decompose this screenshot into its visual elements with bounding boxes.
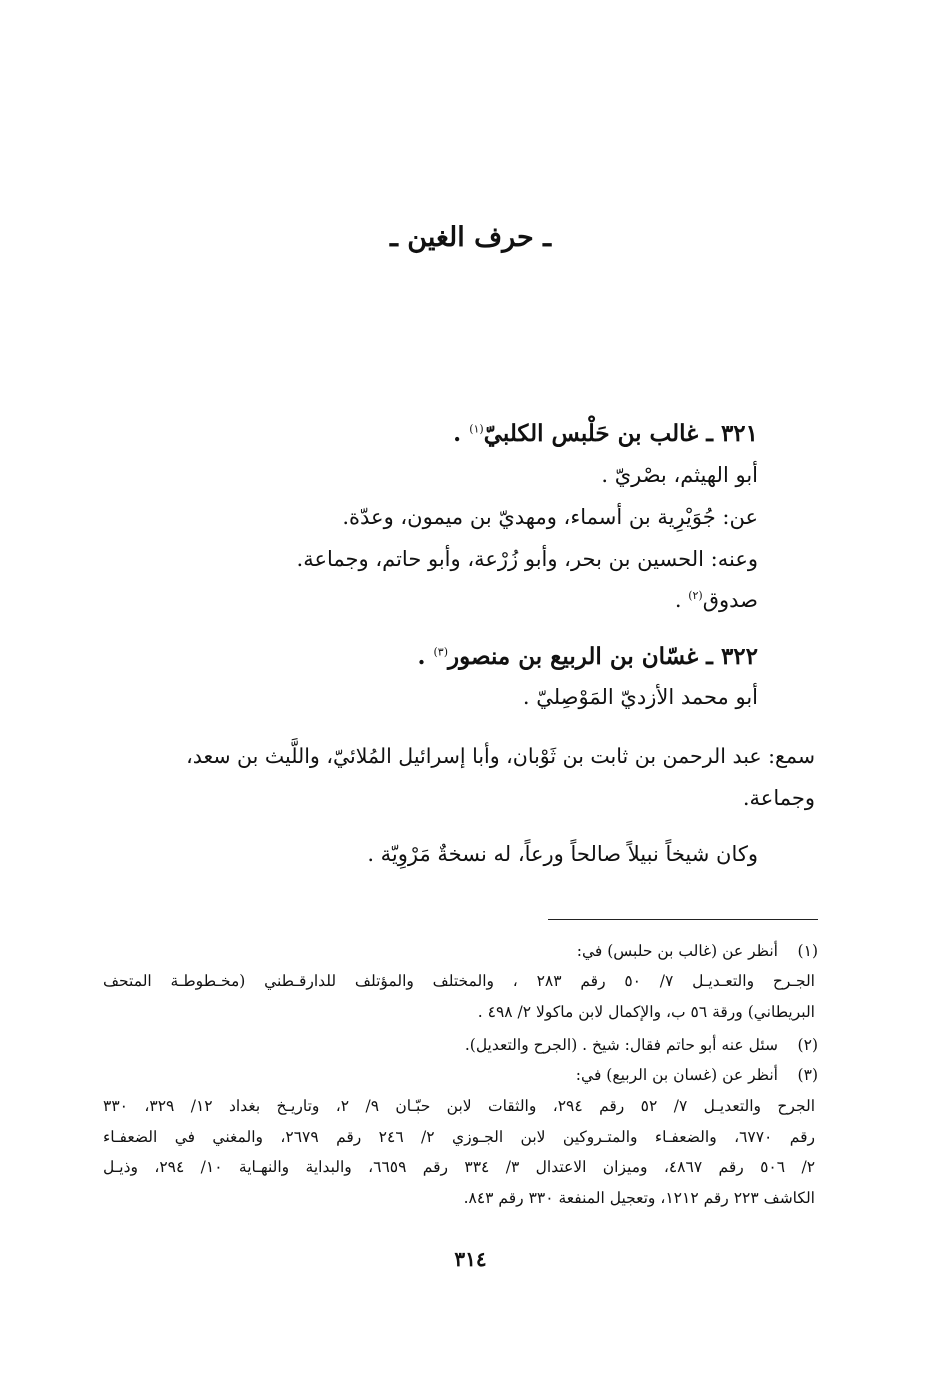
entry-322-heard-from-cont: وجماعة.	[742, 786, 815, 810]
footnote-3-line: الجرح والتعديـل ٧/ ٥٢ رقم ٢٩٤، والثقات لابن حبّـان ٩/ ٢، وتاريـخ بغداد ١٢/ ٣٢٩، ٣٣٠	[103, 1097, 816, 1115]
entry-322-description: وكان شيخاً نبيلاً صالحاً ورعاً، له نسخةٌ مَرْوِيّة .	[367, 842, 758, 866]
footnote-ref-1[interactable]: (١)	[469, 422, 484, 436]
footnote-3-line: أنظر عن (غسان بن الربيع) في:	[575, 1066, 778, 1084]
footnote-2-line: سئل عنه أبو حاتم فقال: شيخ . (الجرح والتعديل).	[464, 1036, 778, 1054]
footnote-3-line: الكاشف ٢٢٣ رقم ١٢١٢، وتعجيل المنفعة ٣٣٠ رقم ٨٤٣.	[463, 1189, 815, 1207]
entry-322-kunya: أبو محمد الأزديّ المَوْصِليّ .	[522, 685, 758, 709]
footnote-1-line: أنظر عن (غالب بن حلبس) في:	[576, 942, 778, 960]
entry-321-grade: صدوق$^{(٢)}$ .	[674, 588, 758, 612]
entry-321-students: وعنه: الحسين بن بحر، وأبو زُرْعة، وأبو حاتم، وجماعة.	[296, 547, 758, 571]
entry-322-heading: ٣٢٢ ـ غسّان بن الربيع بن منصور$^{(٣)}$ .	[417, 643, 758, 670]
section-title: ـ حرف الغين ـ	[389, 222, 552, 253]
footnote-3-line: ٢/ ٥٠٦ رقم ٤٨٦٧، وميزان الاعتدال ٣/ ٣٣٤ رقم ٦٦٥٩، والبداية والنهـاية ١٠/ ٢٩٤، وذيـل	[103, 1158, 816, 1176]
entry-322-name: ٣٢٢ ـ غسّان بن الربيع بن منصور	[448, 643, 758, 670]
footnote-3-line: رقم ٦٧٧٠، والضعفـاء والمتـروكين لابن الجـوزي ٢/ ٢٤٦ رقم ٢٦٧٩، والمغني في الضعفـاء	[103, 1128, 815, 1146]
page-number: ٣١٤	[454, 1247, 487, 1271]
footnote-1-line: الجـرح والتعـديـل ٧/ ٥٠ رقم ٢٨٣ ، والمختلف والمؤتلف للدارقـطني (مخـطوطـة المتحف	[103, 972, 815, 990]
footnote-3-number: (٣)	[797, 1066, 818, 1084]
entry-321-name: ٣٢١ ـ غالب بن حَلْبس الكلبيّ	[483, 420, 758, 447]
entry-321-teachers: عن: جُوَيْرِية بن أسماء، ومهديّ بن ميمون، وعدّة.	[342, 505, 758, 529]
entry-322-heard-from: سمع: عبد الرحمن بن ثابت بن ثَوْبان، وأبا إسرائيل المُلائيّ، واللَّيث بن سعد،	[186, 744, 815, 768]
footnote-ref-2[interactable]: (٢)	[688, 589, 703, 602]
footnote-2-number: (٢)	[797, 1036, 818, 1054]
footnote-1-number: (١)	[797, 942, 818, 960]
entry-321-heading: ٣٢١ ـ غالب بن حَلْبس الكلبيّ$^{(١)}$ .	[453, 420, 758, 447]
footnote-1-line: البريطاني) ورقة ٥٦ ب، والإكمال لابن ماكولا ٢/ ٤٩٨ .	[477, 1003, 815, 1021]
footnote-separator	[548, 919, 818, 920]
footnote-ref-3[interactable]: (٣)	[433, 645, 449, 659]
entry-321-kunya: أبو الهيثم، بصْريّ .	[601, 463, 758, 487]
